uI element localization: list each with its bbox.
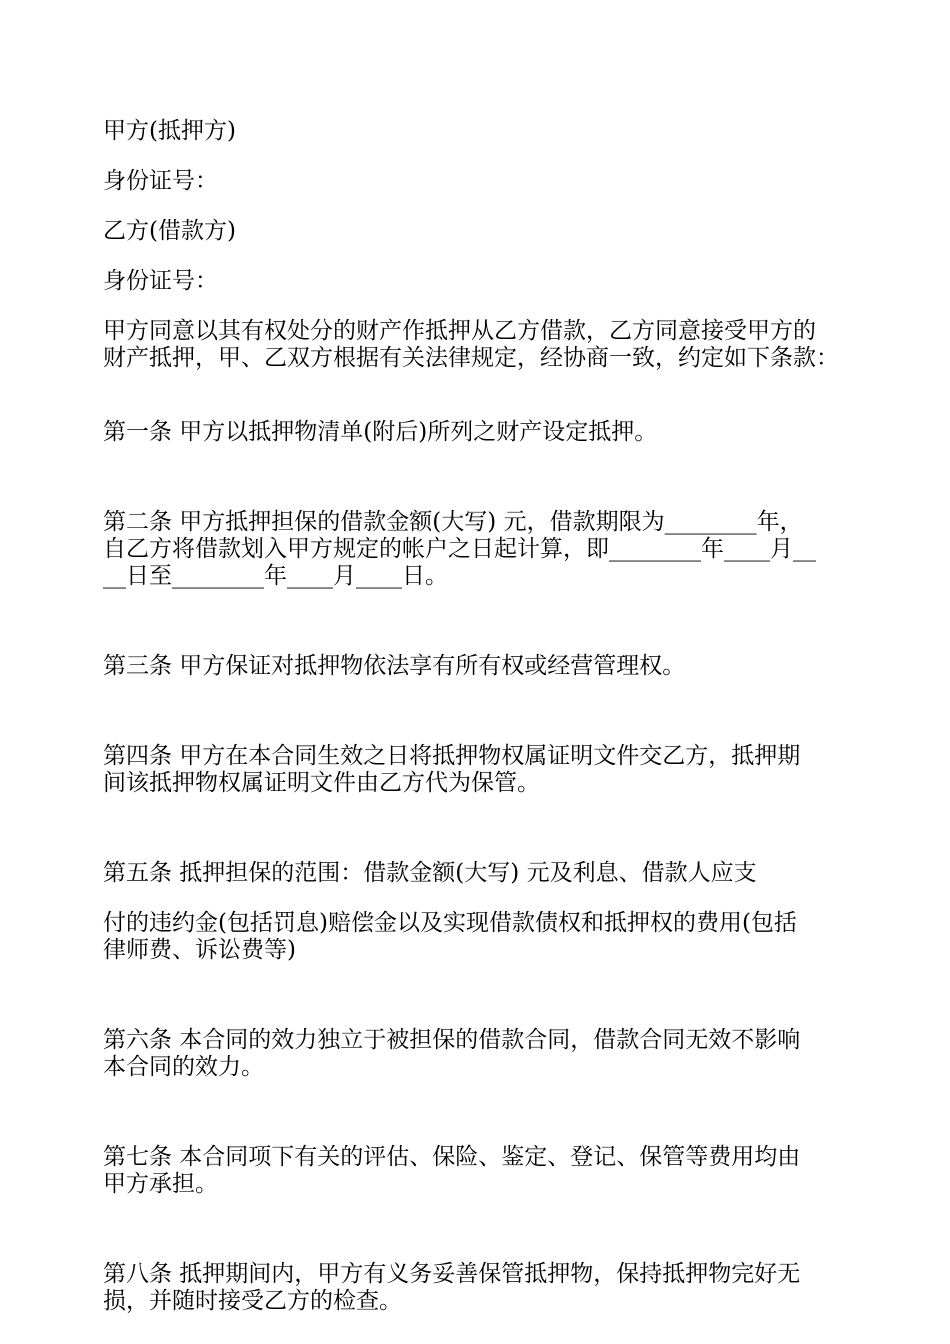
party-b-line: 乙方(借款方) <box>103 218 236 244</box>
party-a-id-line: 身份证号： <box>103 168 218 194</box>
article-4 <box>103 743 853 797</box>
article-2-line: __日至________年____月____日。 <box>103 563 448 589</box>
article-2-line: 自乙方将借款划入甲方规定的帐户之日起计算，即________年____月__ <box>103 536 816 562</box>
article-6 <box>103 1027 853 1081</box>
article-2 <box>103 509 853 590</box>
article-6-line: 本合同的效力。 <box>103 1054 264 1080</box>
article-7-line: 甲方承担。 <box>103 1171 218 1197</box>
party-a-line: 甲方(抵押方) <box>103 118 236 144</box>
article-8-line: 损，并随时接受乙方的检查。 <box>103 1288 402 1314</box>
article-5-line: 付的违约金(包括罚息)赔偿金以及实现借款债权和抵押权的费用(包括 <box>103 910 797 936</box>
article-1 <box>103 419 853 446</box>
article-3 <box>103 653 853 680</box>
article-5-line: 第五条 抵押担保的范围：借款金额(大写) 元及利息、借款人应支 <box>103 860 757 886</box>
article-5-line: 律师费、诉讼费等) <box>103 937 296 963</box>
party-a-id-label <box>103 168 853 195</box>
article-2-line: 第二条 甲方抵押担保的借款金额(大写) 元，借款期限为________年， <box>103 509 803 535</box>
party-b-id-line: 身份证号： <box>103 268 218 294</box>
article-7 <box>103 1144 853 1198</box>
article-4-line: 间该抵押物权属证明文件由乙方代为保管。 <box>103 770 540 796</box>
party-b-label <box>103 218 853 245</box>
intro-paragraph <box>103 318 853 372</box>
contract-body <box>103 118 853 1315</box>
article-3-line: 第三条 甲方保证对抵押物依法享有所有权或经营管理权。 <box>103 653 686 679</box>
article-5-first <box>103 860 853 887</box>
article-8 <box>103 1261 853 1315</box>
intro-line: 甲方同意以其有权处分的财产作抵押从乙方借款，乙方同意接受甲方的 <box>103 318 816 344</box>
article-4-line: 第四条 甲方在本合同生效之日将抵押物权属证明文件交乙方，抵押期 <box>103 743 801 769</box>
party-b-id-label <box>103 268 853 295</box>
article-1-line: 第一条 甲方以抵押物清单(附后)所列之财产设定抵押。 <box>103 419 658 445</box>
article-8-line: 第八条 抵押期间内，甲方有义务妥善保管抵押物，保持抵押物完好无 <box>103 1261 801 1287</box>
intro-line: 财产抵押，甲、乙双方根据有关法律规定，经协商一致，约定如下条款： <box>103 345 839 371</box>
article-7-line: 第七条 本合同项下有关的评估、保险、鉴定、登记、保管等费用均由 <box>103 1144 801 1170</box>
party-a-label <box>103 118 853 145</box>
article-5-continued <box>103 910 853 964</box>
article-6-line: 第六条 本合同的效力独立于被担保的借款合同，借款合同无效不影响 <box>103 1027 801 1053</box>
